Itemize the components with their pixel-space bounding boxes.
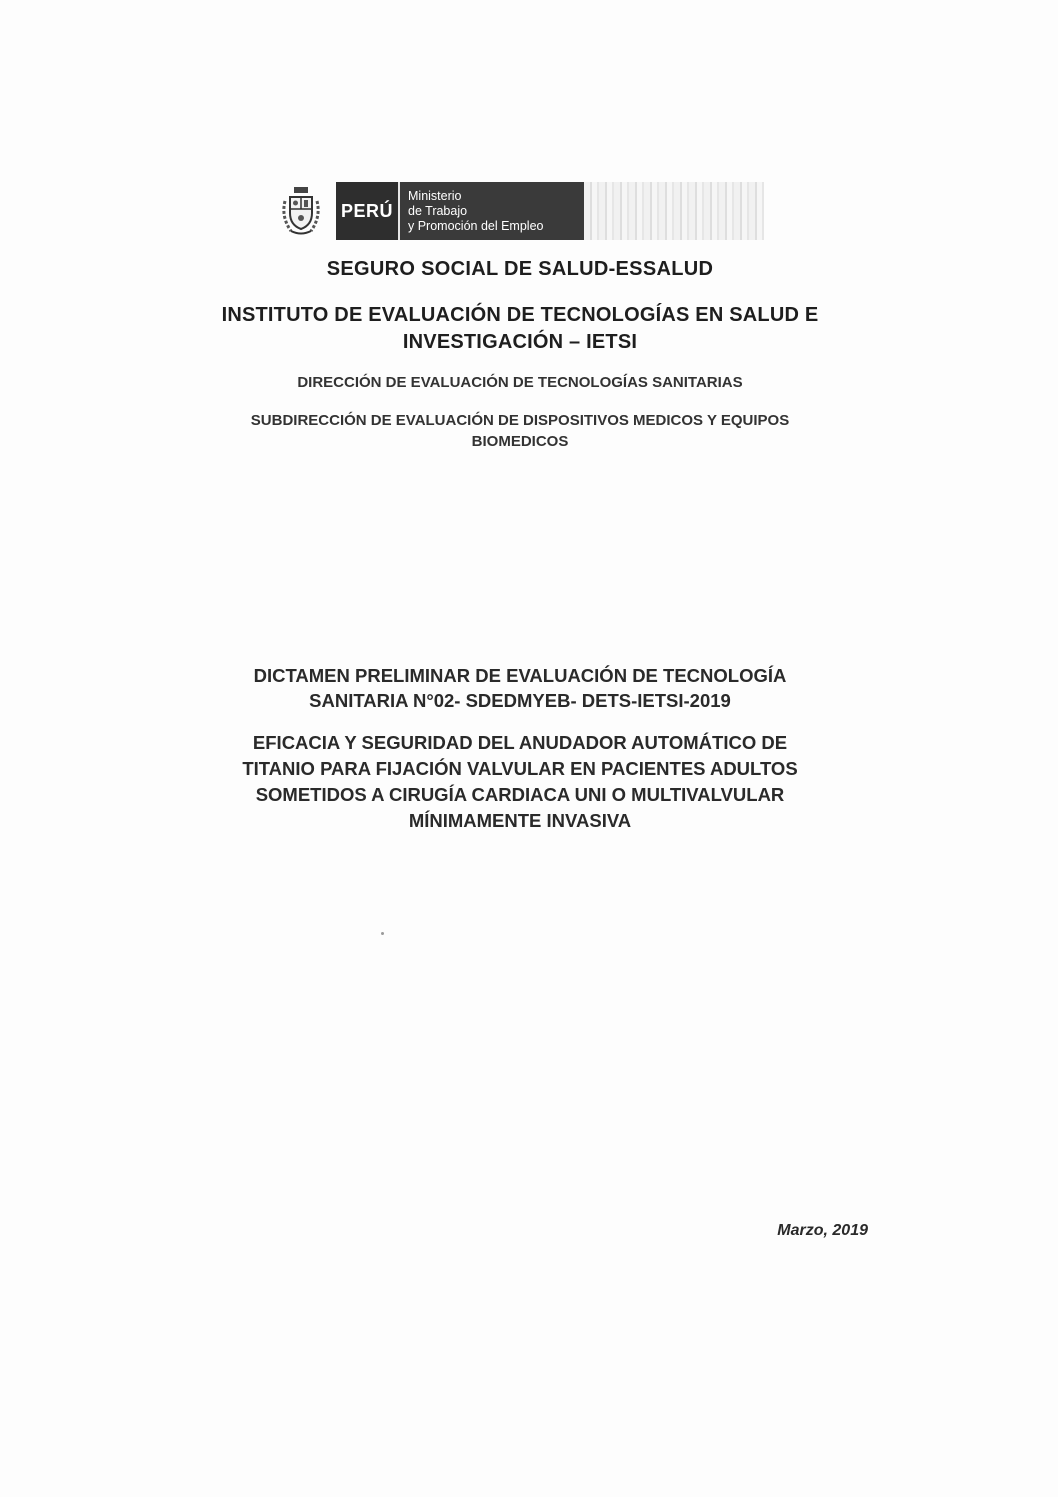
document-title-line-3: SOMETIDOS A CIRUGÍA CARDIACA UNI O MULTIVALVULAR xyxy=(255,784,785,805)
dictamen-line-1: DICTAMEN PRELIMINAR DE EVALUACIÓN DE TECNOLOGÍA xyxy=(253,665,787,686)
direccion-heading: DIRECCIÓN DE EVALUACIÓN DE TECNOLOGÍAS SANITARIAS xyxy=(297,374,743,391)
ministry-name-box xyxy=(398,182,584,240)
dictamen-line-2: SANITARIA N°02- SDEDMYEB- DETS-IETSI-2019 xyxy=(309,690,731,711)
faded-logo-extension xyxy=(584,182,764,240)
institute-heading-line-1: INSTITUTO DE EVALUACIÓN DE TECNOLOGÍAS EN SALUD E xyxy=(221,304,819,326)
document-date: Marzo, 2019 xyxy=(777,1222,868,1239)
institute-heading xyxy=(150,302,890,356)
scan-speck xyxy=(381,932,384,935)
country-badge xyxy=(336,182,398,240)
subdireccion-line-1: SUBDIRECCIÓN DE EVALUACIÓN DE DISPOSITIVOS MEDICOS Y EQUIPOS xyxy=(250,412,790,429)
subdireccion-line-2: BIOMEDICOS xyxy=(471,433,569,450)
country-label: PERÚ xyxy=(340,200,393,221)
document-title-line-2: TITANIO PARA FIJACIÓN VALVULAR EN PACIENTES ADULTOS xyxy=(242,758,798,779)
ministry-line-2: de Trabajo xyxy=(408,203,468,218)
ministry-line-1: Ministerio xyxy=(408,188,462,203)
dictamen-heading xyxy=(170,663,870,713)
document-title-line-4: MÍNIMAMENTE INVASIVA xyxy=(408,810,632,831)
ministry-line-3: y Promoción del Empleo xyxy=(408,218,544,233)
coat-of-arms-icon xyxy=(278,182,324,238)
document-title xyxy=(170,730,870,834)
institute-heading-line-2: INVESTIGACIÓN – IETSI xyxy=(402,331,638,353)
institution-heading: SEGURO SOCIAL DE SALUD-ESSALUD xyxy=(326,258,714,280)
ministry-logo xyxy=(278,182,764,240)
document-title-line-1: EFICACIA Y SEGURIDAD DEL ANUDADOR AUTOMÁTICO DE xyxy=(252,732,788,753)
subdireccion-heading xyxy=(150,410,890,452)
